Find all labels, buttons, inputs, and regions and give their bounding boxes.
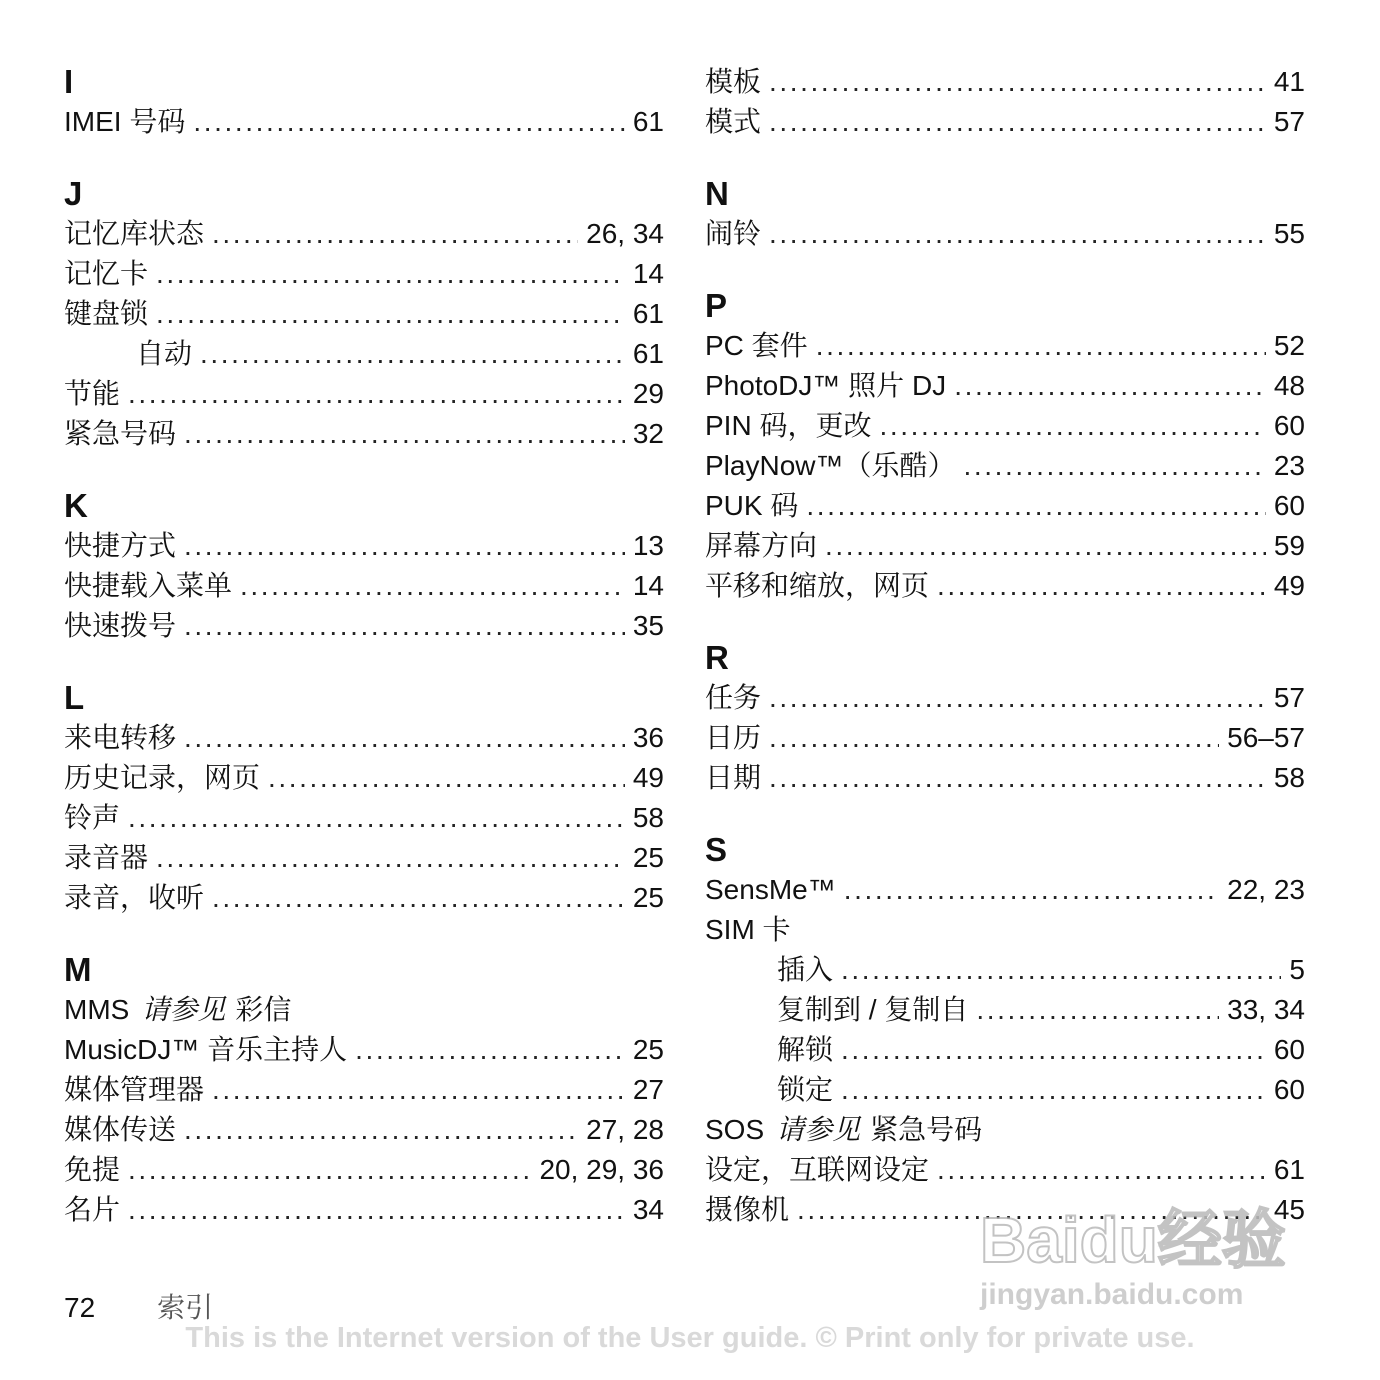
index-entry — [64, 214, 664, 254]
see-also-target: 紧急号码 — [870, 1114, 983, 1145]
index-entry — [64, 566, 664, 606]
page-reference: 25 — [632, 882, 664, 913]
page-reference: 29 — [632, 378, 664, 409]
page-reference: 27 — [632, 1074, 664, 1105]
entry-term: 历史记录，网页 — [64, 762, 261, 793]
index-entry — [64, 294, 664, 334]
index-entry — [64, 1110, 664, 1150]
entry-term: 来电转移 — [64, 722, 177, 753]
page-reference: 60 — [1273, 1034, 1305, 1065]
entry-term: 屏幕方向 — [705, 530, 818, 561]
dot-leader — [128, 374, 625, 414]
dot-leader — [184, 718, 625, 758]
index-subentry — [64, 334, 664, 374]
dot-leader — [184, 606, 625, 646]
index-letter-heading: K — [64, 487, 88, 524]
index-entry — [705, 102, 1305, 142]
entry-term: IMEI 号码 — [64, 106, 186, 137]
index-subentry — [705, 1070, 1305, 1110]
entry-term: 锁定 — [777, 1074, 834, 1105]
page-reference: 59 — [1273, 530, 1305, 561]
index-entry — [705, 366, 1305, 406]
entry-term: 快捷方式 — [64, 530, 177, 561]
entry-term: 解锁 — [777, 1034, 834, 1065]
dot-leader — [184, 1110, 578, 1150]
entry-term: 闹铃 — [705, 218, 762, 249]
index-subentry — [705, 990, 1305, 1030]
page-reference: 45 — [1273, 1194, 1305, 1225]
page-reference: 35 — [632, 610, 664, 641]
dot-leader — [841, 950, 1281, 990]
entry-term: MusicDJ™ 音乐主持人 — [64, 1034, 348, 1065]
index-entry — [64, 102, 664, 142]
dot-leader — [769, 62, 1266, 102]
index-letter-heading: S — [705, 831, 728, 868]
dot-leader — [937, 566, 1266, 606]
dot-leader — [769, 102, 1266, 142]
dot-leader — [769, 718, 1219, 758]
dot-leader — [240, 566, 625, 606]
index-letter-heading: J — [64, 175, 83, 212]
index-entry — [64, 718, 664, 758]
dot-leader — [156, 294, 625, 334]
entry-term: 记忆库状态 — [64, 218, 205, 249]
dot-leader — [212, 878, 625, 918]
dot-leader — [212, 1070, 625, 1110]
entry-term: SensMe™ — [705, 874, 836, 905]
index-entry — [705, 758, 1305, 798]
dot-leader — [879, 406, 1265, 446]
index-letter-heading: R — [705, 639, 729, 676]
page-reference: 33, 34 — [1227, 994, 1305, 1025]
entry-term: 平移和缩放，网页 — [705, 570, 930, 601]
entry-term: 免提 — [64, 1154, 121, 1185]
dot-leader — [954, 366, 1266, 406]
index-entry — [64, 878, 664, 918]
index-subentry — [705, 1030, 1305, 1070]
entry-term: 名片 — [64, 1194, 121, 1225]
entry-term: 设定，互联网设定 — [705, 1154, 930, 1185]
dot-leader — [844, 870, 1219, 910]
index-entry — [64, 1190, 664, 1230]
dot-leader — [769, 214, 1266, 254]
index-letter-heading: M — [64, 951, 92, 988]
page-reference: 57 — [1273, 682, 1305, 713]
index-entry — [64, 758, 664, 798]
dot-leader — [128, 798, 625, 838]
index-entry — [705, 566, 1305, 606]
entry-term: 记忆卡 — [64, 258, 149, 289]
dot-leader — [825, 526, 1266, 566]
page-reference: 27, 28 — [586, 1114, 664, 1145]
entry-term: 日历 — [705, 722, 762, 753]
entry-term: 快捷载入菜单 — [64, 570, 233, 601]
page-reference: 14 — [632, 258, 664, 289]
baidu-logo: Baidu经验 — [980, 1204, 1286, 1276]
usage-notice: This is the Internet version of the User guide. © Print only for private use. — [185, 1322, 1195, 1354]
index-entry — [64, 1030, 664, 1070]
see-also-target: 彩信 — [235, 994, 292, 1025]
page-reference: 61 — [632, 106, 664, 137]
dot-leader — [184, 414, 625, 454]
index-entry — [705, 326, 1305, 366]
index-entry — [705, 870, 1305, 910]
page-reference: 57 — [1273, 106, 1305, 137]
page-reference: 60 — [1273, 490, 1305, 521]
entry-term: PIN 码，更改 — [705, 410, 872, 441]
page-reference: 58 — [632, 802, 664, 833]
page-reference: 48 — [1273, 370, 1305, 401]
page-reference: 60 — [1273, 410, 1305, 441]
entry-term: PUK 码 — [705, 490, 799, 521]
page-reference: 25 — [632, 842, 664, 873]
entry-term: 自动 — [136, 338, 193, 369]
page-reference: 34 — [632, 1194, 664, 1225]
page-reference: 55 — [1273, 218, 1305, 249]
entry-term: 铃声 — [64, 802, 121, 833]
dot-leader — [184, 526, 625, 566]
entry-term: 快速拨号 — [64, 610, 177, 641]
entry-term: 录音器 — [64, 842, 149, 873]
index-entry — [705, 214, 1305, 254]
index-entry — [64, 606, 664, 646]
section-title: 索引 — [157, 1292, 214, 1323]
index-letter-heading: P — [705, 287, 728, 324]
index-entry — [705, 718, 1305, 758]
dot-leader — [963, 446, 1265, 486]
page-reference: 5 — [1289, 954, 1305, 985]
page-reference: 61 — [632, 298, 664, 329]
index-entry — [64, 1150, 664, 1190]
index-entry — [705, 62, 1305, 102]
see-also-label: 请参见 — [776, 1114, 861, 1145]
dot-leader — [769, 758, 1266, 798]
index-entry — [64, 374, 664, 414]
dot-leader — [841, 1030, 1266, 1070]
page-reference: 20, 29, 36 — [539, 1154, 664, 1185]
index-column-left — [64, 62, 664, 1230]
dot-leader — [976, 990, 1219, 1030]
baidu-url: jingyan.baidu.com — [980, 1278, 1244, 1311]
index-letter-heading: I — [64, 63, 74, 100]
entry-term: 模式 — [705, 106, 762, 137]
index-entry — [705, 678, 1305, 718]
page-reference: 22, 23 — [1227, 874, 1305, 905]
page-reference: 36 — [632, 722, 664, 753]
index-entry — [705, 526, 1305, 566]
index-entry — [64, 990, 664, 1030]
page-reference: 56–57 — [1227, 722, 1305, 753]
entry-term: 任务 — [705, 682, 762, 713]
index-entry — [64, 838, 664, 878]
dot-leader — [156, 254, 625, 294]
see-also-label: 请参见 — [141, 994, 226, 1025]
entry-term: PhotoDJ™ 照片 DJ — [705, 370, 947, 401]
page-reference: 58 — [1273, 762, 1305, 793]
entry-term: 录音，收听 — [64, 882, 205, 913]
page-footer — [64, 1286, 213, 1326]
dot-leader — [355, 1030, 625, 1070]
index-entry — [705, 910, 1305, 950]
dot-leader — [816, 326, 1266, 366]
dot-leader — [268, 758, 625, 798]
page-reference: 61 — [632, 338, 664, 369]
page-reference: 25 — [632, 1034, 664, 1065]
dot-leader — [806, 486, 1265, 526]
page-reference: 60 — [1273, 1074, 1305, 1105]
index-entry — [64, 414, 664, 454]
index-entry — [64, 526, 664, 566]
dot-leader — [200, 334, 625, 374]
entry-term: MMS — [64, 994, 130, 1025]
entry-term: SIM 卡 — [705, 914, 791, 945]
entry-term: 日期 — [705, 762, 762, 793]
page-reference: 13 — [632, 530, 664, 561]
entry-term: 紧急号码 — [64, 418, 177, 449]
index-letter-heading: L — [64, 679, 85, 716]
index-column-right — [705, 62, 1305, 1230]
index-entry — [64, 798, 664, 838]
entry-term: 复制到 / 复制自 — [777, 994, 969, 1025]
page-reference: 49 — [1273, 570, 1305, 601]
page-number: 72 — [64, 1292, 96, 1323]
index-subentry — [705, 950, 1305, 990]
index-entry — [705, 486, 1305, 526]
entry-term: PlayNow™（乐酷） — [705, 450, 956, 481]
baidu-watermark — [980, 1205, 1300, 1325]
page-reference: 49 — [632, 762, 664, 793]
entry-term: 键盘锁 — [64, 298, 149, 329]
entry-term: 摄像机 — [705, 1194, 790, 1225]
dot-leader — [193, 102, 625, 142]
page-reference: 26, 34 — [586, 218, 664, 249]
index-letter-heading: N — [705, 175, 729, 212]
entry-term: PC 套件 — [705, 330, 808, 361]
entry-term: 节能 — [64, 378, 121, 409]
page-reference: 41 — [1273, 66, 1305, 97]
index-entry — [64, 254, 664, 294]
page-reference: 52 — [1273, 330, 1305, 361]
index-entry — [705, 446, 1305, 486]
index-entry — [64, 1070, 664, 1110]
dot-leader — [769, 678, 1266, 718]
entry-term: 媒体传送 — [64, 1114, 177, 1145]
page-reference: 14 — [632, 570, 664, 601]
entry-term: 模板 — [705, 66, 762, 97]
dot-leader — [128, 1150, 531, 1190]
dot-leader — [156, 838, 625, 878]
entry-term: 插入 — [777, 954, 834, 985]
index-entry — [705, 1150, 1305, 1190]
dot-leader — [841, 1070, 1266, 1110]
entry-term: 媒体管理器 — [64, 1074, 205, 1105]
entry-term: SOS — [705, 1114, 765, 1145]
dot-leader — [212, 214, 578, 254]
page-reference: 32 — [632, 418, 664, 449]
dot-leader — [937, 1150, 1266, 1190]
page-reference: 23 — [1273, 450, 1305, 481]
index-entry — [705, 406, 1305, 446]
dot-leader — [128, 1190, 625, 1230]
index-entry — [705, 1110, 1305, 1150]
page-reference: 61 — [1273, 1154, 1305, 1185]
